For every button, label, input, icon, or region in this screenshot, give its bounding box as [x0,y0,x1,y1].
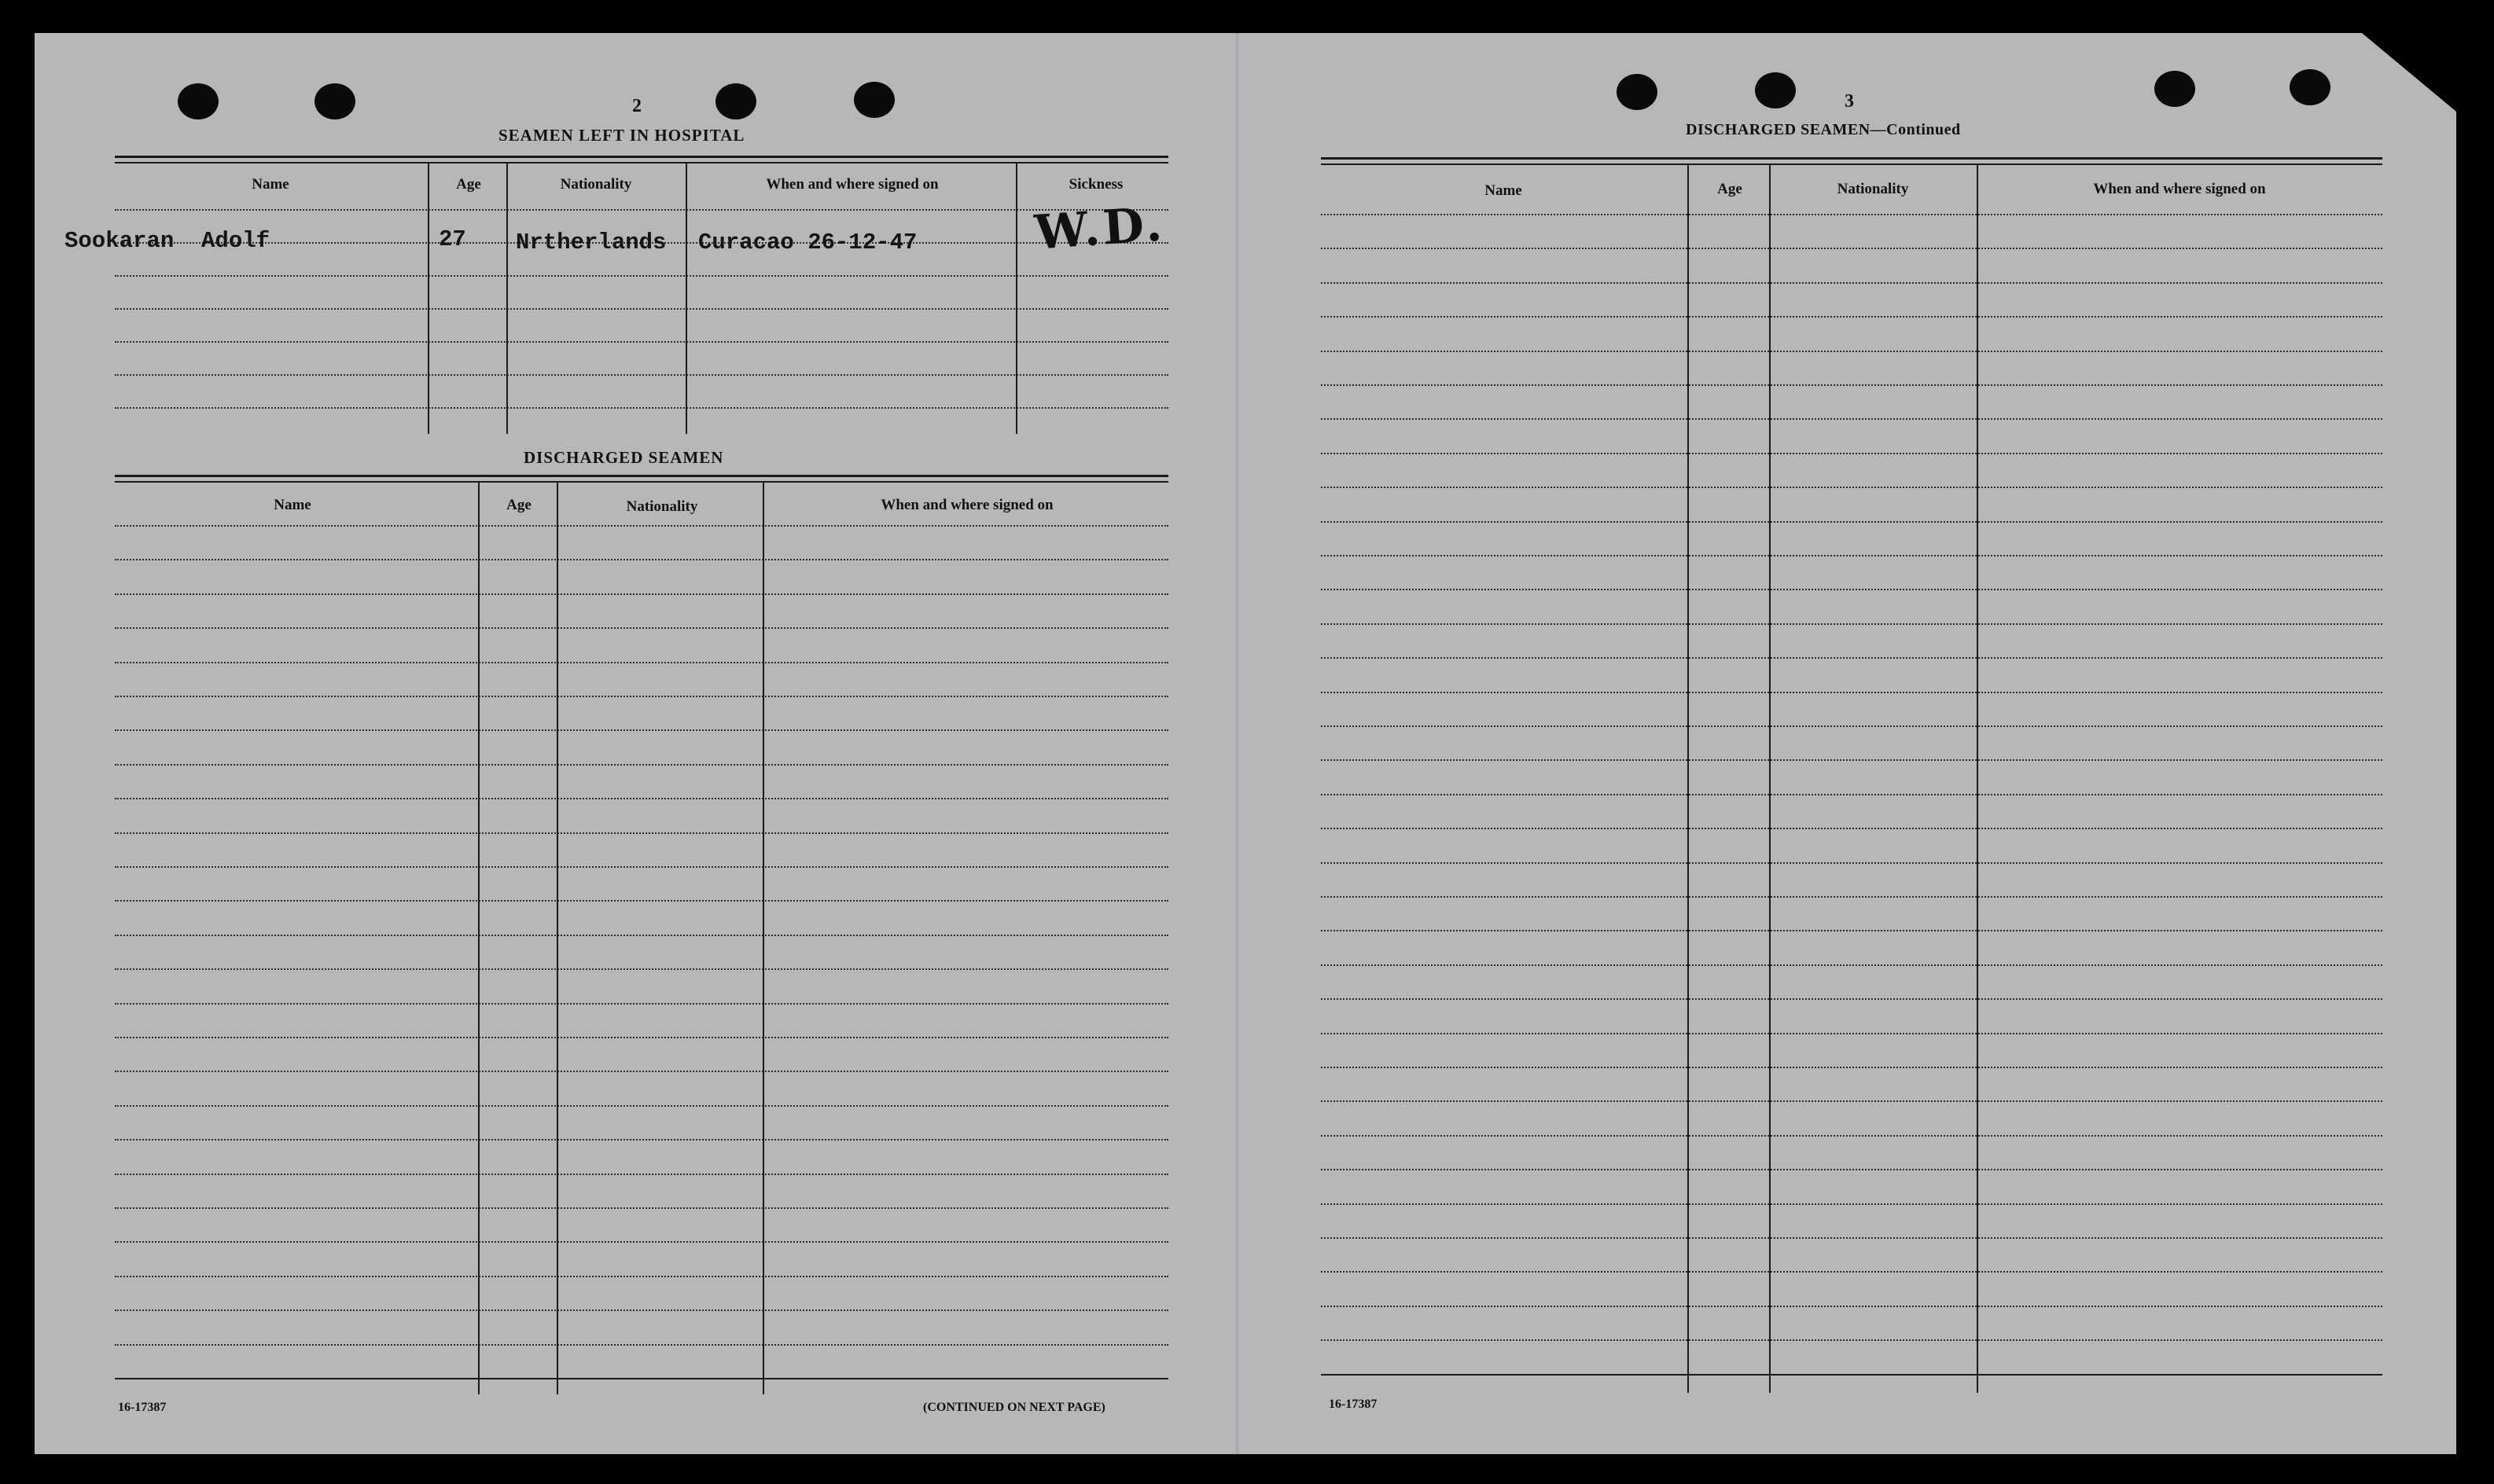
ruled-line [115,1241,1168,1243]
ruled-line [1321,998,2382,1000]
table-top-rule [1321,157,2382,160]
ruled-line [1321,521,2382,523]
seaman-name: Sookaran Adolf [64,228,270,254]
ruled-line [1321,930,2382,931]
ruled-line [115,1037,1168,1038]
ruled-line [1321,896,2382,898]
column-header-nationality: Nationality [560,176,632,193]
ruled-line [115,764,1168,766]
ruled-line [1321,1271,2382,1273]
ruled-line [1321,1169,2382,1170]
ruled-line [1321,316,2382,318]
ruled-line [115,662,1168,663]
column-header-age: Age [506,497,532,513]
column-header-signed-on: When and where signed on [881,497,1054,513]
table-bottom-rule [115,1378,1168,1379]
column-header-nationality: Nationality [1837,181,1909,197]
hospital-section-title: SEAMEN LEFT IN HOSPITAL [498,126,745,145]
column-divider [428,163,429,434]
form-number: 16-17387 [1329,1398,1378,1411]
ruled-line [1321,725,2382,727]
ruled-line [1321,657,2382,659]
ruled-line [115,935,1168,936]
column-header-sickness: Sickness [1069,176,1124,193]
punch-hole [1755,72,1796,108]
table-top-rule [1321,163,2382,165]
ruled-line [1321,555,2382,556]
column-header-signed-on: When and where signed on [766,176,939,193]
column-divider [557,483,558,1394]
column-header-name: Name [1484,182,1522,199]
ruled-line [115,407,1168,409]
punch-hole [854,82,895,118]
table-top-rule [115,156,1168,158]
punch-hole [178,83,219,119]
ruled-line [1321,351,2382,352]
ruled-line [1321,589,2382,590]
ruled-line [1321,1100,2382,1102]
ruled-line [1321,1306,2382,1307]
continued-note: (CONTINUED ON NEXT PAGE) [923,1401,1105,1414]
column-header-signed-on: When and where signed on [2093,181,2266,197]
column-divider [1687,165,1689,1393]
column-header-name: Name [274,497,311,513]
ruled-line [1321,487,2382,488]
column-divider [763,483,764,1394]
ruled-line [115,1174,1168,1175]
ruled-line [1321,248,2382,249]
column-header-name: Name [252,176,289,193]
ruled-line [115,1344,1168,1346]
column-divider [686,163,687,434]
seaman-nationality: Nrtherlands [516,230,667,255]
ruled-line [1321,1135,2382,1137]
ruled-line [1321,214,2382,215]
ruled-line [115,832,1168,834]
discharged-section-title: DISCHARGED SEAMEN [524,448,724,467]
column-header-nationality: Nationality [626,498,698,515]
ruled-line [1321,1033,2382,1034]
column-header-age: Age [1717,181,1742,197]
page-number: 3 [1845,91,1854,112]
punch-hole [315,83,355,119]
seaman-sickness: W.D. [1032,197,1167,261]
ruled-line [1321,384,2382,386]
ruled-line [1321,1203,2382,1205]
ruled-line [115,729,1168,731]
table-bottom-rule [1321,1374,2382,1376]
ruled-line [115,209,1168,211]
punch-hole [2290,69,2330,105]
ruled-line [115,1139,1168,1141]
column-divider [1977,165,1978,1393]
ruled-line [115,900,1168,902]
table-top-rule [115,162,1168,163]
column-divider [1016,163,1017,434]
ruled-line [115,968,1168,970]
page-number: 2 [632,96,642,116]
seaman-signed-on: Curacao 26-12-47 [698,230,918,255]
punch-hole [2154,71,2195,107]
ruled-line [1321,1339,2382,1341]
ruled-line [115,275,1168,277]
column-divider [506,163,508,434]
ruled-line [1321,1067,2382,1068]
ruled-line [115,1310,1168,1311]
ruled-line [115,1003,1168,1005]
seaman-age: 27 [439,226,466,252]
ruled-line [115,798,1168,799]
ruled-line [115,341,1168,343]
ruled-line [115,1071,1168,1072]
ruled-line [115,696,1168,697]
ruled-line [1321,623,2382,625]
column-divider [478,483,480,1394]
ruled-line [115,308,1168,310]
ruled-line [1321,828,2382,829]
discharged-continued-title: DISCHARGED SEAMEN—Continued [1686,121,1961,138]
ruled-line [115,1207,1168,1209]
ruled-line [115,525,1168,527]
ruled-line [1321,759,2382,761]
ruled-line [115,1276,1168,1277]
page-fold [1236,33,1238,1454]
ruled-line [115,374,1168,376]
ruled-line [115,866,1168,868]
ruled-line [1321,794,2382,795]
ruled-line [1321,282,2382,284]
ruled-line [1321,418,2382,420]
ruled-line [115,1105,1168,1107]
column-header-age: Age [456,176,481,193]
ruled-line [115,559,1168,560]
ruled-line [115,593,1168,595]
table-top-rule [115,481,1168,483]
punch-hole [1617,74,1657,110]
form-number: 16-17387 [118,1401,167,1414]
table-top-rule [115,475,1168,477]
ruled-line [1321,862,2382,864]
ruled-line [1321,453,2382,454]
punch-hole [715,83,756,119]
column-divider [1769,165,1771,1393]
ruled-line [1321,964,2382,966]
ruled-line [1321,1237,2382,1239]
ruled-line [1321,692,2382,693]
ruled-line [115,627,1168,629]
